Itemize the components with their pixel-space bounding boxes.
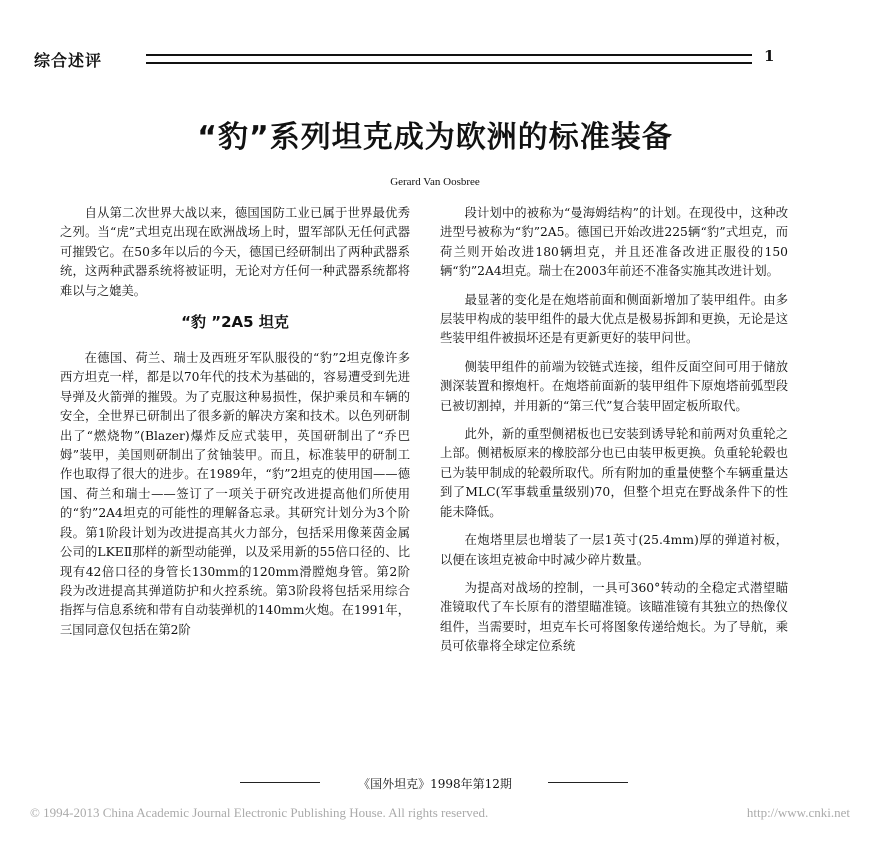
- header-rule: [146, 54, 752, 64]
- body-paragraph: 在炮塔里层也增装了一层1英寸(25.4mm)厚的弹道衬板，以便在该坦克被命中时减少碎片数量。: [440, 533, 788, 567]
- body-paragraph: 段计划中的被称为“曼海姆结构”的计划。在现役中，这种改进型号被称为“豹”2A5。德国已开始改进225辆“豹”式坦克，而荷兰则开始改进180辆坦克，并且还准备改进正服役的150辆“豹”2A4坦克。瑞士在2003年前还不准备实施其改进计划。: [440, 206, 788, 279]
- body-paragraph: 侧装甲组件的前端为铰链式连接，组件反面空间可用于储放测深装置和擦炮杆。在炮塔前面新的装甲组件下原炮塔前弧型段已被切割掉，并用新的“第三代”复合装甲固定板所取代。: [440, 359, 788, 413]
- left-column: [60, 204, 410, 640]
- right-column: [440, 204, 788, 657]
- page-number: 1: [764, 47, 775, 65]
- body-paragraph: 此外，新的重型侧裙板也已安装到诱导轮和前两对负重轮之上部。侧裙板原来的橡胶部分也已由装甲板更换。负重轮轮毂也已为装甲制成的轮毂所取代。所有附加的重量使整个车辆重量达到了MLC(军事载重量级别)70，但整个坦克在野战条件下的性能未降低。: [440, 427, 788, 519]
- section-subheading: “豹 ”2A5 坦克: [181, 313, 289, 332]
- copyright-text: © 1994-2013 China Academic Journal Electronic Publishing House. All rights reserved.: [30, 805, 489, 820]
- footer-rule-right: [548, 782, 628, 783]
- article-title: “豹”系列坦克成为欧洲的标准装备: [197, 120, 673, 155]
- article-author: Gerard Van Oosbree: [390, 176, 480, 188]
- footer-journal: 《国外坦克》1998年第12期: [358, 777, 512, 791]
- body-paragraph: 在德国、荷兰、瑞士及西班牙军队服役的“豹”2坦克像许多西方坦克一样，都是以70年代的技术为基础的，容易遭受到先进导弹及火箭弹的摧毁。为了克服这种易损性，保护乘员和车辆的安全，全世界已研制出了很多新的解决方案和技术。以色列研制出了“燃烧物”(Blazer)爆炸反应式装甲，英国研制出了“乔巴姆”装甲，美国则研制出了贫铀装甲。而且，标准装甲的研制工作也取得了很大的进步。在1989年，“豹”2坦克的使用国——德国、荷兰和瑞士——签订了一项关于研究改进提高他们所使用的“豹”2A4坦克的可能性的理解备忘录。其研究计划分为3个阶段。第1阶段计划为改进提高其火力部分，包括采用像莱茵金属公司的LKEⅡ那样的新型动能弹，以及采用新的55倍口径的、比现有42倍口径的身管长130mm的120mm滑膛炮身管。第2阶段为改进提高其弹道防护和火控系统。第3阶段将包括采用综合指挥与信息系统和带有自动装弹机的140mm火炮。在1991年，三国同意仅包括在第2阶: [60, 351, 410, 637]
- copyright-bar: [30, 805, 850, 821]
- copyright-url[interactable]: http://www.cnki.net: [746, 805, 850, 820]
- body-paragraph: 最显著的变化是在炮塔前面和侧面新增加了装甲组件。由多层装甲构成的装甲组件的最大优点是极易拆卸和更换，无论是这些装甲组件被损坏还是有更新更好的装甲问世。: [440, 292, 788, 346]
- section-label: 综合述评: [34, 51, 103, 70]
- intro-paragraph: 自从第二次世界大战以来，德国国防工业已属于世界最优秀之列。当“虎”式坦克出现在欧洲战场上时，盟军部队无任何武器可摧毁它。在50多年以后的今天，德国已经研制出了两种武器系统，这两种武器系统将被证明，无论对方任何一种武器系统都将难以与之媲美。: [60, 206, 410, 298]
- body-paragraph: 为提高对战场的控制，一具可360°转动的全稳定式潜望瞄准镜取代了车长原有的潜望瞄准镜。该瞄准镜有其独立的热像仪组件，当需要时，坦克车长可将图象传递给炮长。为了导航，乘员可依靠将全球定位系统: [440, 580, 788, 654]
